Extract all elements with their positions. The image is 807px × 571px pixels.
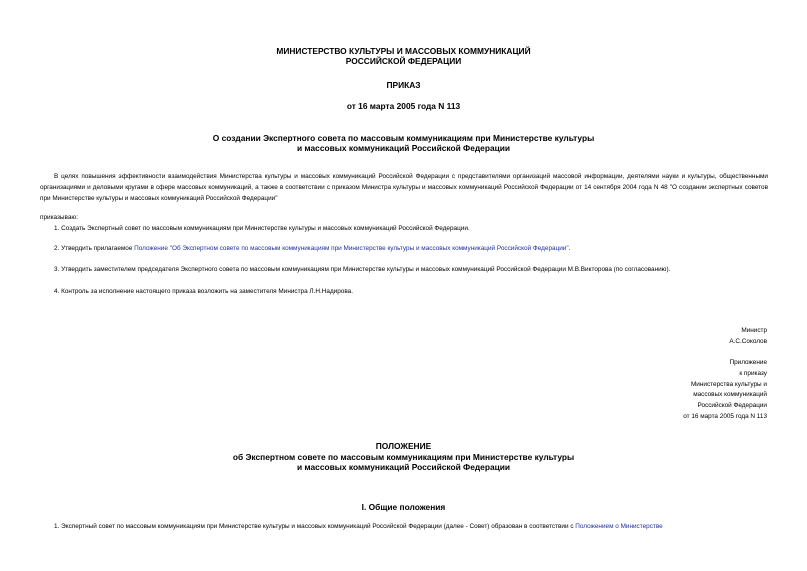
doc-title-line-1: О создании Экспертного совета по массовым коммуникациям при Министерстве культуры <box>212 133 595 143</box>
regulation-link[interactable]: Положение "Об Экспертном совете по массовым коммуникациям при Министерстве культуры и массовых коммуникаций Российской Федерации" <box>134 245 569 252</box>
doc-title <box>0 133 807 153</box>
doc-date: от 16 марта 2005 года N 113 <box>346 101 461 111</box>
order-item-2-prefix: 2. Утвердить прилагаемое <box>54 245 135 252</box>
order-item-1: 1. Создать Экспертный совет по массовым коммуникациям при Министерстве культуры и массовых коммуникаций Российской Федерации. <box>54 225 470 232</box>
order-item-4: 4. Контроль за исполнение настоящего приказа возложить на заместителя Министра Л.Н.Надирова. <box>54 288 354 295</box>
section-heading: I. Общие положения <box>361 502 446 512</box>
regulation-title-line-2: и массовых коммуникаций Российской Федерации <box>296 462 511 472</box>
appendix-note: Приложение к приказу Министерства культуры и массовых коммуникаций Российской Федерации от 16 марта 2005 года N 113 <box>683 359 767 420</box>
preamble-paragraph: В целях повышения эффективности взаимодействия Министерства культуры и массовых коммуникаций Российской Федерации с представителями организаций массовой информации, деятелями науки и культуры, общественными организациями и деловыми кругами в сфере массовых коммуникаций, а также в соответствии с приказом Министра культуры и массовых коммуникаций Российской Федерации от 14 сентября 2004 года N 48 "О создании экспертных советов при Министерстве культуры и массовых коммуникаций Российской Федерации" <box>40 173 768 202</box>
signature-name: А.С.Соколов <box>729 337 767 345</box>
order-item-2 <box>54 244 570 253</box>
order-item-2-suffix: . <box>568 245 571 252</box>
regulation-title-line-1: об Экспертном совете по массовым коммуникациям при Министерстве культуры <box>232 452 575 462</box>
ministry-header <box>0 46 807 66</box>
regulation-title <box>0 452 807 472</box>
doc-title-line-2: и массовых коммуникаций Российской Федерации <box>296 143 511 153</box>
order-word: приказываю: <box>40 214 78 221</box>
order-item-3: 3. Утвердить заместителем председателя Экспертного совета по массовым коммуникациям при Министерстве культуры и массовых коммуникаций Российской Федерации М.В.Викторова (по согласованию). <box>54 266 671 273</box>
regulation-heading: ПОЛОЖЕНИЕ <box>375 441 432 451</box>
ministry-line-1: МИНИСТЕРСТВО КУЛЬТУРЫ И МАССОВЫХ КОММУНИКАЦИЙ <box>276 46 531 56</box>
ministry-regulation-link[interactable]: Положением о Министерстве <box>575 523 663 530</box>
ministry-line-2: РОССИЙСКОЙ ФЕДЕРАЦИИ <box>345 56 462 66</box>
signature-position: Министр <box>741 327 767 334</box>
doc-type: ПРИКАЗ <box>386 80 421 90</box>
clause-1-text: 1. Экспертный совет по массовым коммуникациям при Министерстве культуры и массовых коммуникаций Российской Федерации (далее - Совет) образован в соответствии с <box>54 523 576 530</box>
regulation-clause-1 <box>54 522 768 531</box>
signature-block <box>729 326 767 348</box>
